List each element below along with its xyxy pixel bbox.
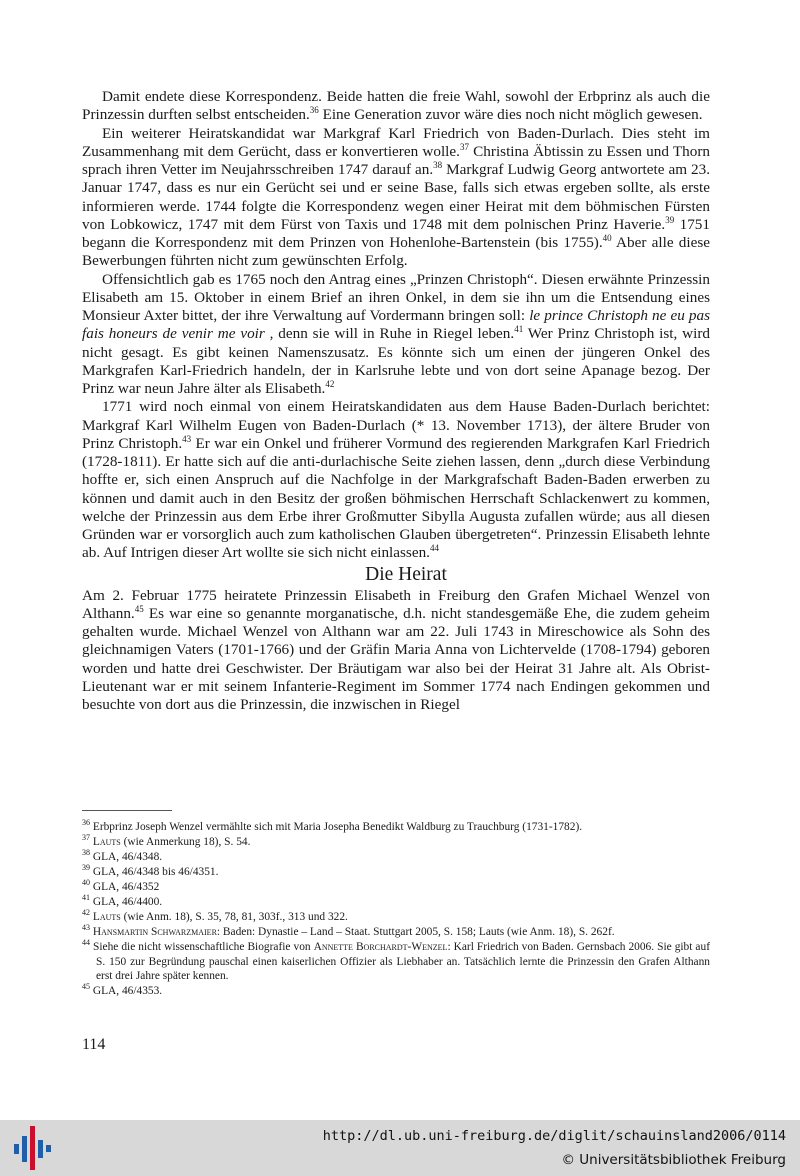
footnote-text: (wie Anmerkung 18), S. 54.: [120, 836, 251, 848]
footnote-ref: 36: [309, 105, 319, 116]
footnote-45: [82, 984, 710, 999]
footnote-ref: 40: [602, 232, 612, 243]
footnote-number: 40: [82, 878, 90, 888]
footnote-42: [82, 910, 710, 925]
footnote-40: [82, 880, 710, 895]
footnote-ref: 43: [182, 433, 192, 444]
footnote-41: [82, 895, 710, 910]
footnote-text: (wie Anm. 18), S. 35, 78, 81, 303f., 313 und 322.: [120, 911, 348, 923]
footnote-ref: 39: [665, 214, 675, 225]
footnote-number: 41: [82, 893, 90, 903]
footnote-text: GLA, 46/4353.: [92, 985, 163, 997]
paragraph-5: Am 2. Februar 1775 heiratete Prinzessin Elisabeth in Freiburg den Grafen Michael Wenzel von Althann.$^{45}$ Es war eine so genannte morganatische, d.h. nicht standesgemäße Ehe, die zudem geheim gehalten wurde. Michael Wenzel von Althann war am 22. Juli 1743 in Mireschowice als Sohn des gleichnamigen Vaters (1701-1766) und der Gräfin Maria Anna von Lichtervelde (1708-1794) geboren worden und hatte drei Geschwister. Der Bräutigam war also bei der Heirat 31 Jahre alt. Als Obrist-Lieutenant war er mit seinem Infanterie-Regiment im Sommer 1774 nach Endingen gekommen und besuchte von dort aus die Prinzessin, die inzwischen in Riegel: [82, 586, 710, 713]
footnote-number: 38: [82, 848, 90, 858]
footnote-text: : Baden: Dynastie – Land – Staat. Stuttgart 2005, S. 158; Lauts (wie Anm. 18), S. 262f.: [216, 926, 615, 938]
footnote-37: [82, 835, 710, 850]
footnote-ref: 41: [514, 324, 524, 335]
footnote-ref: 45: [134, 603, 144, 614]
footnote-text: Siehe die nicht wissenschaftliche Biografie von: [93, 941, 314, 953]
library-logo-icon: [10, 1126, 54, 1170]
paragraph-3: Offensichtlich gab es 1765 noch den Antrag eines „Prinzen Christoph“. Diesen erwähnte Prinzessin Elisabeth am 15. Oktober in einem Brief an ihren Onkel, in dem sie ihn um die Entsendung eines Monsieur Axter bittet, der ihre Verwaltung auf Vordermann bringen soll: le prince Christoph ne eu pas fais honeurs de venir me voir , denn sie will in Ruhe in Riegel leben.$^{41}$ Wer Prinz Christoph ist, wird nicht gesagt. Es gibt keinen Namenszusatz. Es könnte sich um einen der jüngeren Onkel des Markgrafen Karl-Friedrich handeln, der in Karlsruhe lebte und von dort seine Apanage bezog. Der Prinz war neun Jahre älter als Elisabeth.$^{42}$: [82, 270, 710, 397]
footnote-author: Annette Borchardt-Wenzel: [313, 941, 448, 953]
footnote-ref: 38: [433, 159, 443, 170]
footnote-author: Lauts: [92, 836, 121, 848]
footnote-number: 44: [82, 938, 90, 948]
french-quote: le prince Christoph ne eu pas fais honeurs de venir me voir: [82, 307, 710, 343]
footer-bar: [0, 1120, 800, 1176]
footnote-text: Erbprinz Joseph Wenzel vermählte sich mit Maria Josepha Benedikt Waldburg zu Trauchburg (1731-1782).: [92, 821, 583, 833]
footnote-number: 36: [82, 818, 90, 828]
footnote-divider: [82, 810, 172, 811]
footnote-text: GLA, 46/4348 bis 46/4351.: [92, 866, 219, 878]
body-text: [82, 88, 710, 714]
paragraph-2: Ein weiterer Heiratskandidat war Markgraf Karl Friedrich von Baden-Durlach. Dies steht im Zusammenhang mit dem Gerücht, dass er konvertieren wolle.$^{37}$ Christina Äbtissin zu Essen und Thorn sprach ihren Vetter im Neujahrsschreiben 1747 darauf an.$^{38}$ Markgraf Ludwig Georg antwortete am 23. Januar 1747, dass es nur ein Gerücht sei und er seine Base, falls sich etwas ergeben sollte, als erste informieren werde. 1744 folgte die Korrespondenz wegen einer Heirat mit dem böhmischen Fürsten von Lobkowicz, 1747 mit dem Fürst von Taxis und 1748 mit dem polnischen Prinz Haverie.$^{39}$ 1751 begann die Korrespondenz mit dem Prinzen von Hohenlohe-Bartenstein (bis 1755).$^{40}$ Aber alle diese Bewerbungen führten nicht zum gewünschten Erfolg.: [82, 124, 711, 270]
footnote-44: [82, 940, 710, 984]
footnote-author: Hansmartin Schwarzmaier: [92, 926, 217, 938]
footnote-number: 45: [82, 982, 90, 992]
copyright-text: © Universitätsbibliothek Freiburg: [561, 1152, 786, 1168]
footnote-text: : Karl Friedrich von Baden. Gernsbach 2006. Sie gibt auf S. 150 zur Begründung pauschal einen kaiserlichen Offizier als Liebhaber an. Tatsächlich lernte die Prinzessin den Grafen Althann erst drei Jahre später kennen.: [96, 941, 710, 982]
footnote-number: 42: [82, 908, 90, 918]
footnote-ref: 44: [429, 543, 439, 554]
footnote-author: Lauts: [92, 911, 121, 923]
footnote-number: 39: [82, 863, 90, 873]
paragraph-1: Damit endete diese Korrespondenz. Beide hatten die freie Wahl, sowohl der Erbprinz als auch die Prinzessin durften selbst entscheiden.$^{36}$ Eine Generation zuvor wäre dies noch nicht möglich gewesen.: [82, 88, 710, 124]
footnote-number: 43: [82, 923, 90, 933]
footnote-38: [82, 850, 710, 865]
footnote-43: [82, 925, 710, 940]
footnote-36: [82, 820, 710, 835]
section-heading: Die Heirat: [365, 563, 447, 585]
paragraph-4: 1771 wird noch einmal von einem Heiratskandidaten aus dem Hause Baden-Durlach berichtet: Markgraf Karl Wilhelm Eugen von Baden-Durlach (* 13. November 1713), der ältere Bruder von Prinz Christoph.$^{43}$ Er war ein Onkel und früherer Vormund des regierenden Markgrafen Karl Friedrich (1728-1811). Er hatte sich auf die anti-durlachische Seite ziehen lassen, denn „durch diese Verbindung hoffte er, sich einen Anspruch auf die Nachfolge in der Markgrafschaft Baden-Baden erwerben zu können und damit auch in den Besitz der großen böhmischen Herrschaft Schlackenwert zu kommen, welche der Prinzessin aus dem Erbe ihrer Großmutter Sibylla Augusta zufallen würde; aus all diesen Gründen war er vorsorglich auch zum katholischen Glauben übergetreten“. Prinzessin Elisabeth lehnte ab. Auf Intrigen dieser Art wollte sie sich nicht einlassen.$^{44}$: [82, 398, 710, 562]
footnote-text: GLA, 46/4348.: [92, 851, 163, 863]
footnote-number: 37: [82, 833, 90, 843]
source-url-link[interactable]: http://dl.ub.uni-freiburg.de/diglit/schauinsland2006/0114: [322, 1128, 786, 1144]
footnote-39: [82, 865, 710, 880]
footnote-text: GLA, 46/4400.: [92, 896, 163, 908]
footnotes: [82, 820, 710, 999]
footnote-ref: 37: [459, 141, 469, 152]
footnote-text: GLA, 46/4352: [92, 881, 160, 893]
footnote-ref: 42: [325, 378, 335, 389]
page-number: 114: [82, 1036, 106, 1053]
